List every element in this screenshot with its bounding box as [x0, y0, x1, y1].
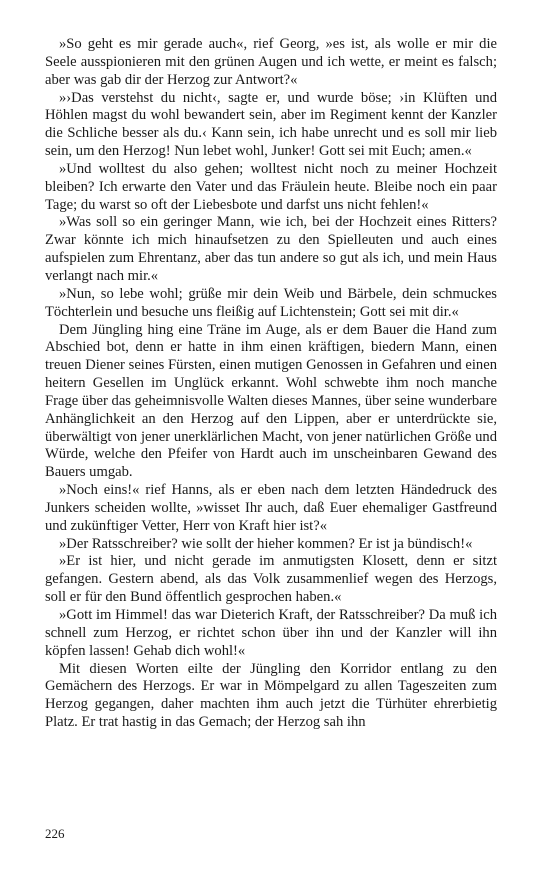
paragraph: »Gott im Himmel! das war Dieterich Kraft, der Ratsschreiber? Da muß ich schnell zum Herzog, er richtet schon über ihn und der Kanzler will ihn köpfen lassen! Gehab dich wohl!«	[45, 607, 497, 659]
paragraph: »Was soll so ein geringer Mann, wie ich, bei der Hochzeit eines Ritters? Zwar könnte ich mich hinaufsetzen zu den Spielleuten und auch eines aufspielen zum Ehrentanz, aber das tun andere so gut als ich, und mein Haus verlangt nach mir.«	[45, 214, 497, 284]
paragraph: »So geht es mir gerade auch«, rief Georg, »es ist, als wolle er mir die Seele ausspionieren mit den grünen Augen und ich wette, er meint es falsch; aber was gab dir der Herzog zur Antwort?«	[45, 36, 497, 88]
paragraph: »Er ist hier, und nicht gerade im anmutigsten Klosett, denn er sitzt gefangen. Gestern abend, als das Volk zusammenlief wegen des Herzogs, soll er für den Bund öffentlich gesprochen haben.«	[45, 553, 497, 606]
paragraph: »Der Ratsschreiber? wie sollt der hieher kommen? Er ist ja bündisch!«	[59, 535, 473, 552]
paragraph: »Nun, so lebe wohl; grüße mir dein Weib und Bärbele, dein schmuckes Töchterlein und besuche uns fleißig auf Lichtenstein; Gott sei mit dir.«	[45, 285, 497, 320]
paragraph: Mit diesen Worten eilte der Jüngling den Korridor entlang zu den Gemächern des Herzogs. Er war in Mömpelgard zu allen Tageszeiten zum Herzog gegangen, daher machten ihm auch jetzt die Türhüter ehrerbietig Platz. Er trat hastig in das Gemach; der Herzog sah ihn	[45, 660, 497, 731]
paragraph: »›Das verstehst du nicht‹, sagte er, und wurde böse; ›in Klüften und Höhlen magst du wohl bewandert sein, aber im Regiment kennt der Kanzler die Schliche besser als du.‹ Kann sein, ich habe unrecht und es soll mir lieb sein, um den Herzog! Nun lebet wohl, Junker! Gott sei mit Euch; amen.«	[45, 89, 497, 160]
paragraph: Dem Jüngling hing eine Träne im Auge, als er dem Bauer die Hand zum Abschied bot, denn er hatte in ihm einen kräftigen, biedern Mann, einen treuen Diener seines Fürsten, einen mutigen Genossen in Gefahren und einen heitern Gesellen im Unglück erkannt. Wohl schwebte ihm noch manche Frage über das geheimnisvolle Walten dieses Mannes, über seine wunderbare Anhänglichkeit an den Herzog auf den Lippen, aber er unterdrückte sie, überwältigt von jener unerklärlichen Macht, von jener natürlichen Größe und Würde, welche den Pfeifer von Hardt auch im unscheinbaren Gewand des Bauers umgab.	[45, 321, 497, 481]
body-text	[45, 36, 497, 732]
page-number: 226	[45, 826, 65, 841]
paragraph: »Noch eins!« rief Hanns, als er eben nach dem letzten Händedruck des Junkers scheiden wollte, »wisset Ihr auch, daß Euer ehemaliger Gastfreund und zukünftiger Vetter, Herr von Kraft hier ist?«	[45, 482, 497, 534]
paragraph: »Und wolltest du also gehen; wolltest nicht noch zu meiner Hochzeit bleiben? Ich erwarte den Vater und das Fräulein heute. Bleibe noch ein paar Tage; du warst so oft der Liebesbote und darfst uns nicht fehlen!«	[45, 160, 497, 213]
